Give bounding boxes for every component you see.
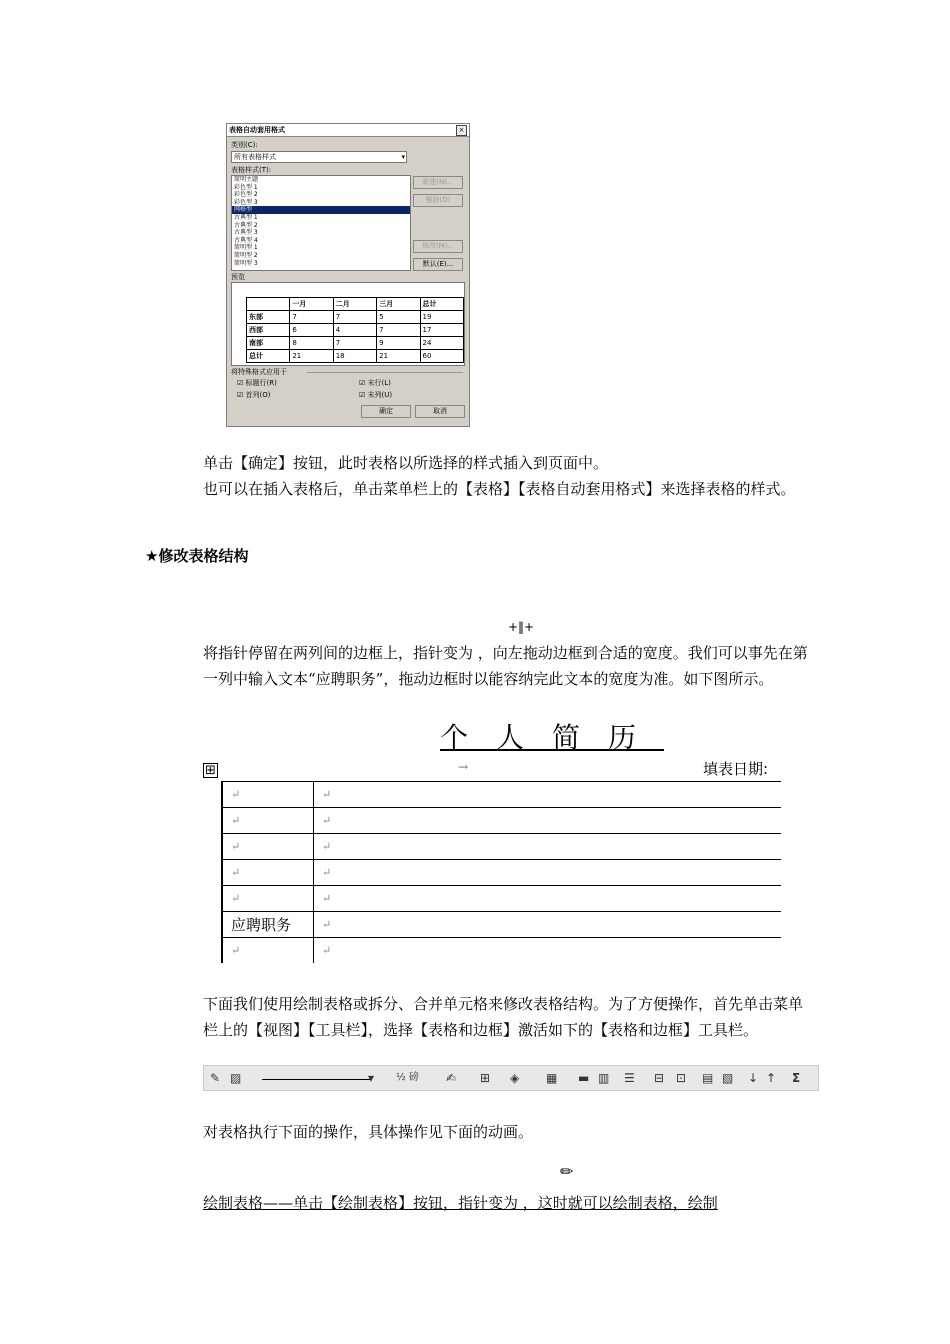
borders-icon[interactable]: ⊞: [480, 1071, 491, 1085]
preview-cell: 总计: [420, 298, 463, 311]
text-direction-icon[interactable]: ▧: [722, 1071, 734, 1085]
style-list-item[interactable]: 简明主题: [234, 176, 259, 183]
first-col-label: 首列(O): [245, 391, 271, 399]
autoformat-icon[interactable]: ▤: [702, 1071, 714, 1085]
line-style-select[interactable]: [262, 1070, 372, 1080]
preview-cell: 21: [377, 350, 420, 363]
table-row: [222, 860, 781, 886]
last-col-label: 末列(U): [367, 391, 393, 399]
preview-cell: [247, 298, 290, 311]
preview-cell: 南部: [247, 337, 290, 350]
preview-cell: 9: [377, 337, 420, 350]
preview-cell: 7: [290, 311, 333, 324]
shading-icon[interactable]: ◈: [510, 1071, 520, 1085]
style-list-item[interactable]: 简明型 3: [234, 259, 258, 267]
default-button[interactable]: 默认(E)...: [413, 258, 463, 271]
paragraph-toolbar-intro: 下面我们使用绘制表格或拆分、合并单元格来修改表格结构。为了方便操作，首先单击菜单栏上的【视图】【工具栏】，选择【表格和边框】激活如下的【表格和边框】工具栏。: [203, 995, 804, 1039]
move-handle-icon[interactable]: ⊞: [203, 763, 218, 778]
preview-cell: 60: [420, 350, 463, 363]
style-list-item[interactable]: 彩色型 1: [234, 183, 258, 191]
preview-cell: 三月: [377, 298, 420, 311]
preview-cell: 7: [377, 324, 420, 337]
align-icon[interactable]: ☰: [624, 1071, 635, 1085]
table-row: [222, 808, 781, 834]
preview-table: [246, 297, 464, 363]
preview-row: [247, 337, 464, 350]
last-row-label: 末行(L): [367, 379, 391, 387]
style-list-item[interactable]: 彩色型 2: [234, 191, 258, 199]
line-weight-select[interactable]: ½ 磅: [396, 1072, 419, 1083]
table-cell[interactable]: ↵: [314, 860, 782, 886]
table-cell[interactable]: ↵: [314, 886, 782, 912]
delete-style-button[interactable]: 删除(D): [413, 194, 463, 207]
preview-cell: 东部: [247, 311, 290, 324]
dialog-title: 表格自动套用格式: [227, 124, 469, 137]
last-row-checkbox[interactable]: ☑ 末行(L): [359, 379, 391, 387]
preview-cell: 二月: [333, 298, 376, 311]
preview-cell: 19: [420, 311, 463, 324]
resize-cursor-icon: +‖+: [508, 620, 535, 634]
style-list-item[interactable]: 简明型 1: [234, 244, 258, 252]
distribute-rows-icon[interactable]: ⊟: [654, 1071, 665, 1085]
table-cell[interactable]: ↵: [222, 938, 314, 964]
preview-cell: 18: [333, 350, 376, 363]
autosum-icon[interactable]: Σ: [792, 1071, 801, 1085]
new-style-button[interactable]: 新建(N)...: [413, 176, 463, 189]
preview-cell: 21: [290, 350, 333, 363]
style-list-item[interactable]: 古典型 1: [234, 213, 258, 221]
category-value: 所有表格样式: [234, 153, 276, 161]
merge-cells-icon[interactable]: ▬: [578, 1071, 590, 1085]
category-label: 类别(C):: [231, 141, 258, 149]
tab-arrow: →: [458, 760, 469, 774]
style-list-item[interactable]: 古典型 4: [234, 236, 258, 244]
preview-cell: 7: [333, 337, 376, 350]
last-col-checkbox[interactable]: ☑ 末列(U): [359, 391, 393, 399]
preview-cell: 17: [420, 324, 463, 337]
header-row-checkbox[interactable]: ☑ 标题行(R): [237, 379, 277, 387]
table-row: [222, 938, 781, 964]
chevron-down-icon[interactable]: ▾: [368, 1071, 375, 1085]
distribute-cols-icon[interactable]: ⊡: [676, 1071, 687, 1085]
preview-row: [247, 311, 464, 324]
preview-cell: 7: [333, 311, 376, 324]
paragraph-draw-table: 绘制表格——单击【绘制表格】按钮，指针变为 ，这时就可以绘制表格，绘制: [203, 1194, 718, 1212]
style-list-item[interactable]: 彩色型 3: [234, 198, 258, 206]
cancel-button[interactable]: 取消: [415, 405, 465, 418]
insert-table-icon[interactable]: ▦: [546, 1071, 558, 1085]
close-icon[interactable]: ×: [456, 125, 467, 136]
style-list-item[interactable]: 古典型 3: [234, 229, 258, 237]
table-cell[interactable]: ↵: [314, 808, 782, 834]
preview-cell: 总计: [247, 350, 290, 363]
tables-borders-toolbar: [203, 1065, 819, 1091]
chevron-down-icon: ▾: [401, 153, 405, 161]
sort-ascending-icon[interactable]: ↓: [748, 1071, 759, 1085]
table-row: [222, 782, 781, 808]
pencil-icon: ✏: [560, 1162, 574, 1181]
table-cell[interactable]: ↵: [222, 834, 314, 860]
paragraph-drag-border: 将指针停留在两列间的边框上，指针变为 ，向左拖动边框到合适的宽度。我们可以事先在第一列中输入文本“应聘职务”，拖动边框时以能容纳完此文本的宽度为准。如下图所示。: [203, 644, 808, 688]
preview-row: [247, 324, 464, 337]
table-cell[interactable]: ↵: [222, 782, 314, 808]
styles-label: 表格样式(T):: [231, 166, 272, 174]
preview-row: [247, 350, 464, 363]
preview-cell: 4: [333, 324, 376, 337]
paragraph-alt-method: 也可以在插入表格后，单击菜单栏上的【表格】【表格自动套用格式】来选择表格的样式。: [203, 480, 796, 498]
table-autoformat-dialog: [226, 123, 470, 427]
table-cell[interactable]: ↵: [314, 834, 782, 860]
preview-pane: [231, 282, 465, 366]
apply-label: 将特殊格式应用于: [231, 368, 287, 376]
table-row: [222, 912, 781, 938]
resume-title: 个人简历: [440, 721, 665, 754]
style-list-item[interactable]: 古典型 2: [234, 221, 258, 229]
table-cell[interactable]: 应聘职务: [222, 912, 314, 938]
preview-cell: 西部: [247, 324, 290, 337]
sort-descending-icon[interactable]: ↑: [766, 1071, 777, 1085]
date-label: 填表日期:: [703, 760, 769, 778]
category-select[interactable]: [231, 151, 407, 163]
eraser-icon[interactable]: ▨: [230, 1071, 242, 1085]
preview-row: [247, 298, 464, 311]
table-cell[interactable]: ↵: [314, 912, 782, 938]
table-cell[interactable]: ↵: [222, 886, 314, 912]
paragraph-operations: 对表格执行下面的操作，具体操作见下面的动画。: [203, 1123, 534, 1141]
preview-cell: 6: [290, 324, 333, 337]
header-row-label: 标题行(R): [245, 379, 277, 387]
table-row: [222, 886, 781, 912]
style-list-item[interactable]: 简明型 2: [234, 251, 258, 259]
modify-style-button[interactable]: 修改(M)...: [413, 240, 463, 253]
draw-table-icon[interactable]: ✎: [210, 1071, 221, 1085]
style-list-item[interactable]: 网格型: [232, 206, 410, 214]
preview-cell: 5: [377, 311, 420, 324]
border-color-icon[interactable]: ✍: [446, 1071, 457, 1085]
table-cell[interactable]: ↵: [314, 782, 782, 808]
preview-cell: 一月: [290, 298, 333, 311]
table-cell[interactable]: ↵: [222, 860, 314, 886]
table-cell[interactable]: ↵: [314, 938, 782, 964]
ok-button[interactable]: 确定: [361, 405, 411, 418]
paragraph-confirm: 单击【确定】按钮，此时表格以所选择的样式插入到页面中。: [203, 454, 609, 472]
preview-cell: 24: [420, 337, 463, 350]
preview-cell: 8: [290, 337, 333, 350]
resume-table: [221, 781, 781, 963]
first-col-checkbox[interactable]: ☑ 首列(O): [237, 391, 271, 399]
style-list[interactable]: [231, 175, 411, 271]
split-cells-icon[interactable]: ▥: [598, 1071, 610, 1085]
table-row: [222, 834, 781, 860]
preview-label: 预览: [231, 273, 245, 281]
section-heading: ★修改表格结构: [145, 547, 249, 565]
table-cell[interactable]: ↵: [222, 808, 314, 834]
divider: [307, 372, 463, 373]
